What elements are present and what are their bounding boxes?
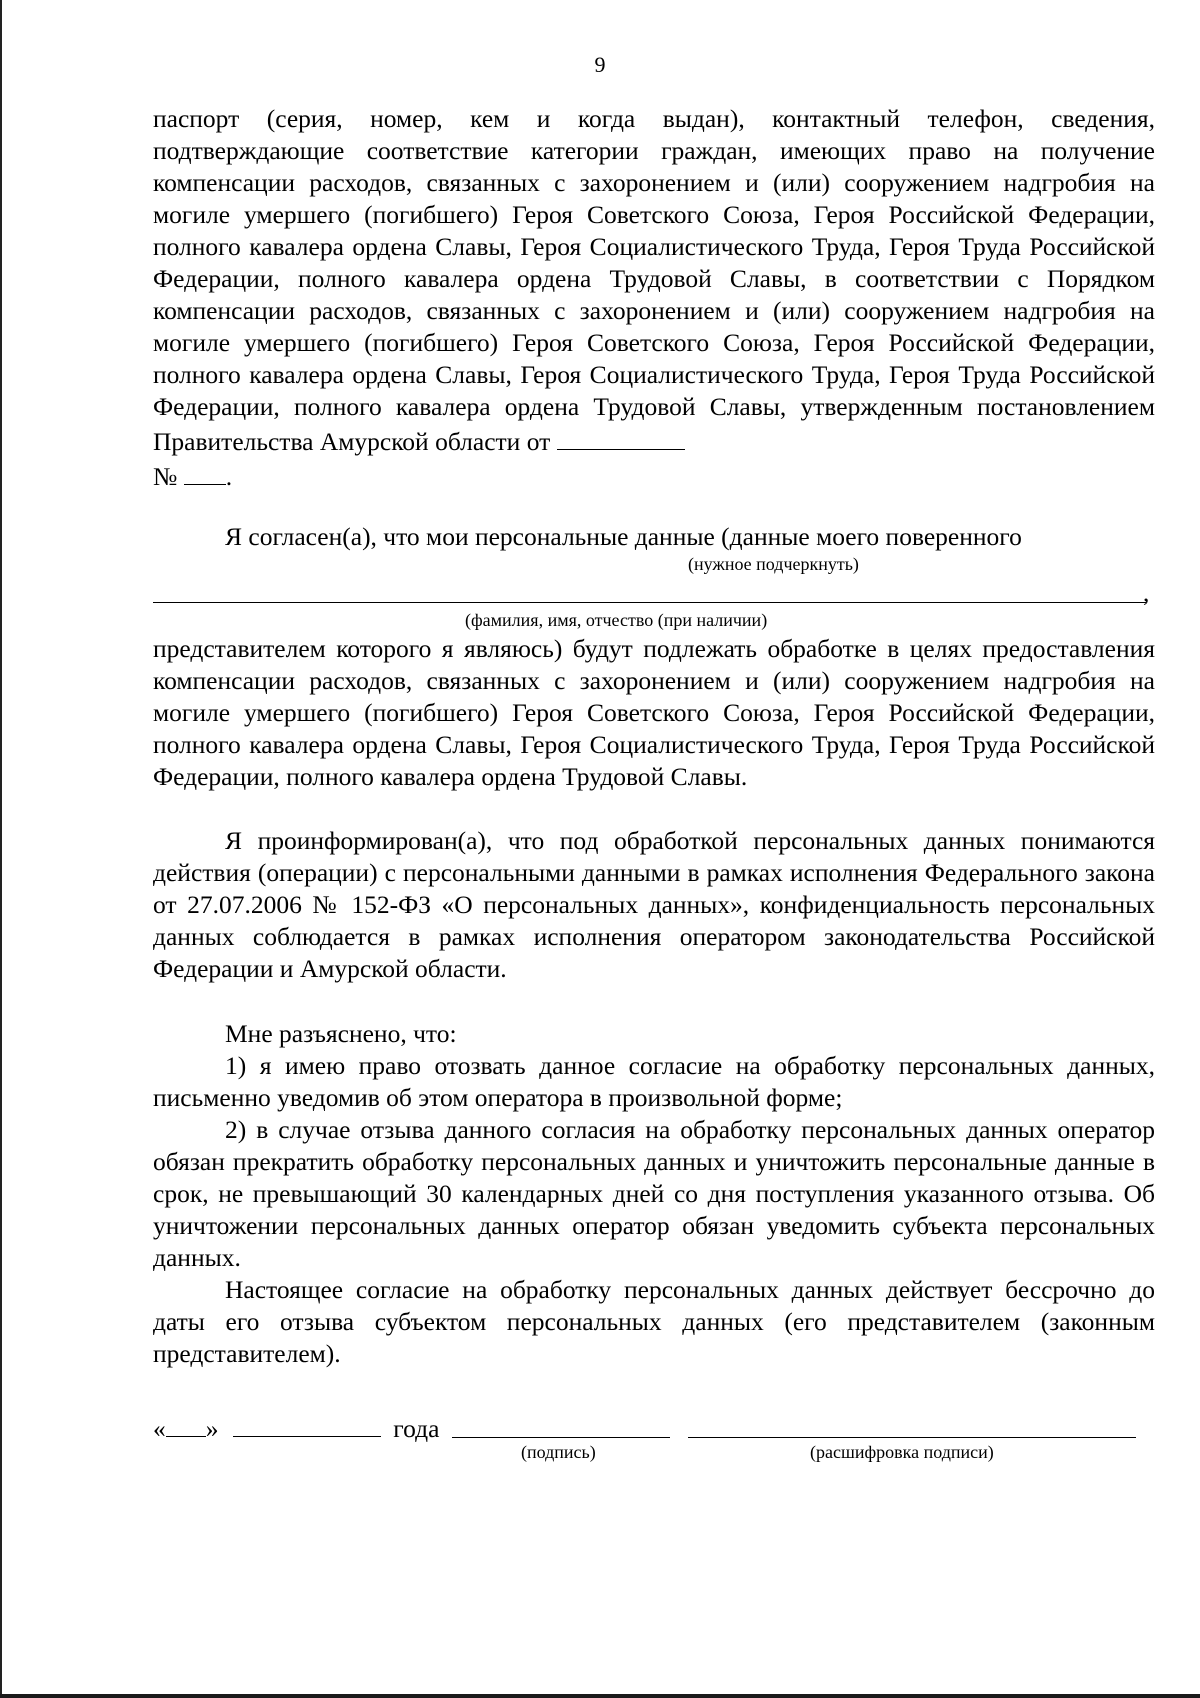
page-left-edge — [0, 0, 2, 1698]
consent-text: Я согласен(а), что мои персональные данные (данные моего поверенного — [225, 522, 1022, 551]
paragraph-body: паспорт (серия, номер, кем и когда выдан), контактный телефон, сведения, подтверждающие соответствие категории граждан, имеющих право на получение компенсации расходов, связанных с захоронением и (или) сооружением надгробия на могиле умершего (погибшего) Героя Советского Союза, Героя Российской Федерации, полного кавалера ордена Славы, Героя Социалистического Труда, Героя Труда Российской Федерации, полного кавалера ордена Трудовой Славы, в соответствии с Порядком компенсации расходов, связанных с захоронением и (или) сооружением надгробия на могиле умершего (погибшего) Героя Советского Союза, Героя Российской Федерации, полного кавалера ордена Славы, Героя Социалистического Труда, Героя Труда Российской Федерации, полного кавалера ордена Трудовой Славы, утвержденным постановлением Правительства Амурской области от — [153, 104, 1155, 456]
list-item-1-text: 1) я имею право отозвать данное согласие на обработку персональных данных, письменно уведомив об этом оператора в произвольной форме; — [153, 1051, 1155, 1112]
paragraph-informed — [153, 825, 1155, 985]
paragraph-consent-continued — [153, 633, 1155, 793]
date-open-quote: « — [153, 1414, 166, 1443]
signature-transcript-caption: (расшифровка подписи) — [810, 1442, 994, 1462]
validity-text: Настоящее согласие на обработку персональных данных действует бессрочно до даты его отзыва субъектом персональных данных (его представителем (законным представителем). — [153, 1275, 1155, 1368]
date-close-quote: » — [205, 1414, 219, 1443]
date-day-blank[interactable] — [166, 1410, 206, 1437]
decree-number-line — [153, 458, 1155, 493]
paragraph-explained — [153, 1018, 1155, 1050]
decree-number-period: . — [225, 462, 233, 491]
full-name-comma: , — [1143, 578, 1150, 607]
explained-text: Мне разъяснено, что: — [225, 1019, 457, 1048]
number-sign: № — [153, 462, 178, 491]
list-item-2 — [153, 1114, 1155, 1274]
paragraph-eligibility-documents — [153, 103, 1155, 493]
full-name-line[interactable] — [153, 602, 1146, 603]
list-item-1 — [153, 1050, 1155, 1114]
signature-line[interactable] — [452, 1437, 670, 1438]
full-name-hint-note: (фамилия, имя, отчество (при наличии) — [465, 610, 768, 630]
decree-date-blank[interactable] — [557, 423, 685, 450]
page-number: 9 — [594, 52, 606, 77]
signature-transcript-line[interactable] — [688, 1437, 1136, 1438]
year-word: года — [393, 1414, 440, 1443]
signature-row — [153, 1410, 439, 1445]
paragraph-validity — [153, 1274, 1155, 1370]
paragraph-consent-start — [153, 521, 1155, 553]
underline-hint-note: (нужное подчеркнуть) — [688, 554, 859, 574]
paragraph-text — [153, 103, 1155, 458]
decree-number-blank[interactable] — [184, 458, 226, 485]
signature-caption: (подпись) — [521, 1442, 596, 1462]
consent-continued-text: представителем которого я являюсь) будут подлежать обработке в целях предоставления компенсации расходов, связанных с захоронением и (или) сооружением надгробия на могиле умершего (погибшего) Героя Советского Союза, Героя Российской Федерации, полного кавалера ордена Славы, Героя Социалистического Труда, Героя Труда Российской Федерации, полного кавалера ордена Трудовой Славы. — [153, 634, 1155, 791]
date-month-blank[interactable] — [233, 1410, 381, 1437]
list-item-2-text: 2) в случае отзыва данного согласия на обработку персональных данных оператор обязан прекратить обработку персональных данных и уничтожить персональные данные в срок, не превышающий 30 календарных дней со дня поступления указанного отзыва. Об уничтожении персональных данных оператор обязан уведомить субъекта персональных данных. — [153, 1115, 1155, 1272]
informed-text: Я проинформирован(а), что под обработкой персональных данных понимаются действия (операции) с персональными данными в рамках исполнения Федерального закона от 27.07.2006 № 152-ФЗ «О персональных данных», конфиденциальность персональных данных соблюдается в рамках исполнения оператором законодательства Российской Федерации и Амурской области. — [153, 826, 1155, 983]
page-bottom-edge — [0, 1694, 1200, 1698]
